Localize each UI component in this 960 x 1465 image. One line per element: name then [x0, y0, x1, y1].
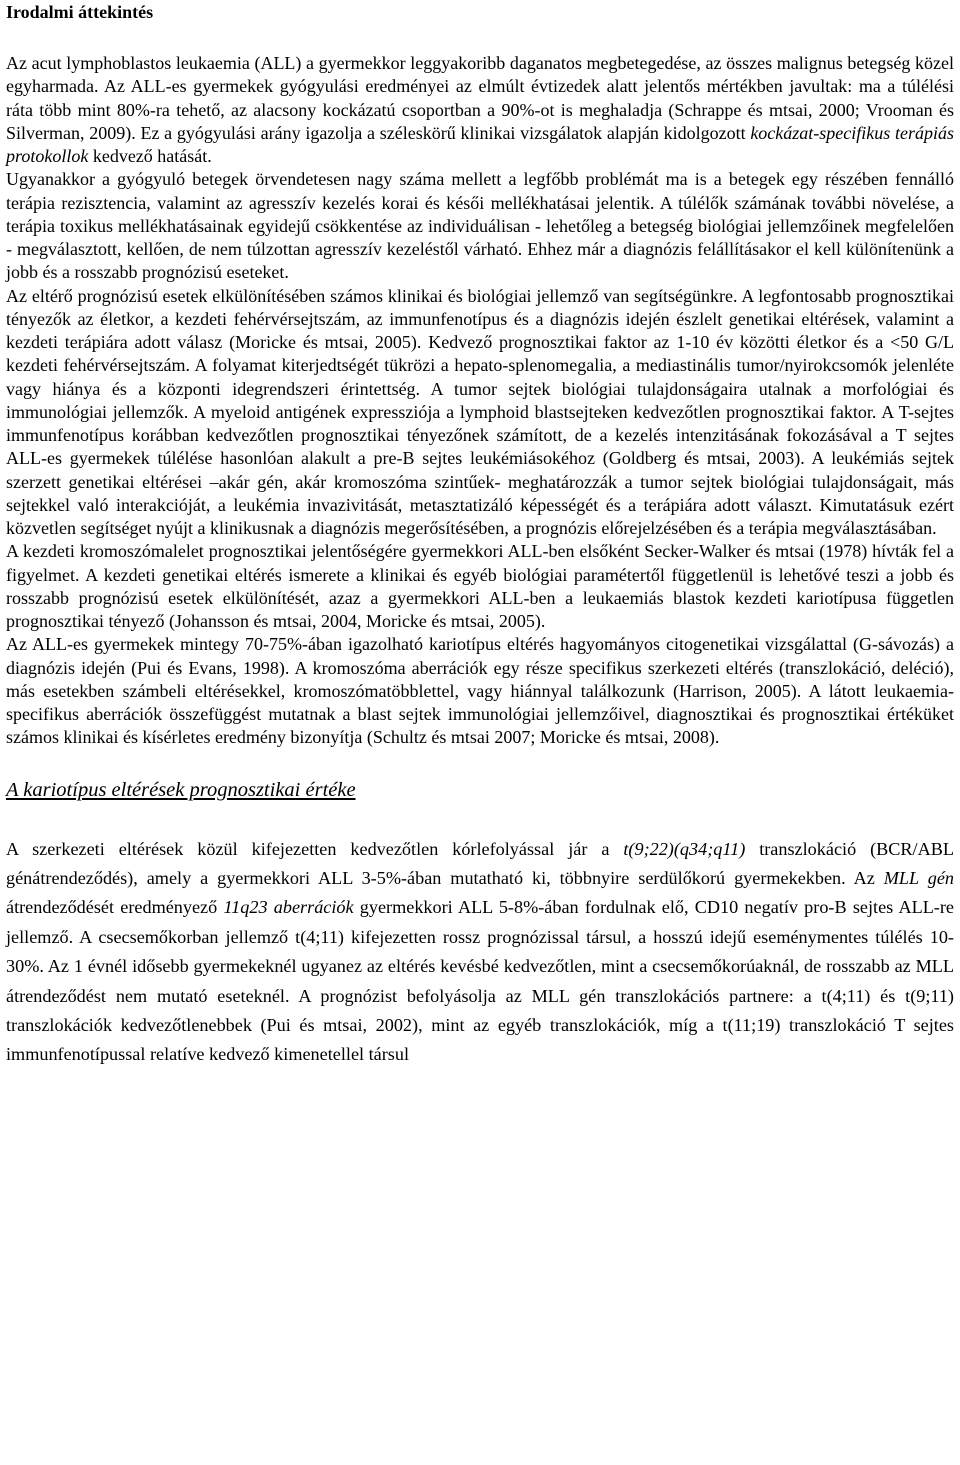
paragraph-1 [6, 52, 954, 168]
paragraph-2: Ugyanakkor a gyógyuló betegek örvendetesen nagy száma mellett a legfőbb problémát ma is a betegek egy részében fennálló terápia rezisztencia, valamint az agresszív kezelés korai és késői mellékhatásai jelentik. A túlélők számának további növelése, a terápia toxikus mellékhatásainak egyidejű csökkentése az individuálisan - lehetőleg a betegség biológiai jellemzőinek megfelelően - megválasztott, kellően, de nem túlzottan agresszív kezeléstől várható. Ehhez már a diagnózis felállításakor el kell különítenünk a jobb és a rosszabb prognózisú eseteket. [6, 169, 954, 283]
paragraph-4: A kezdeti kromoszómalelet prognosztikai jelentőségére gyermekkori ALL-ben elsőként Secker-Walker és mtsai (1978) hívták fel a figyelmet. A kezdeti genetikai eltérés ismerete a klinikai és egyéb biológiai paramétertől függetlenül is lehetővé teszi a jobb és rosszabb prognózisú esetek elkülönítését, azaz a gyermekkori ALL-ben a leukaemiás blastok kezdeti kariotípusa független prognosztikai tényező (Johansson és mtsai, 2004, Moricke és mtsai, 2005). [6, 541, 954, 631]
document-page [0, 1, 960, 1465]
paragraph-6-italic-11q23: 11q23 aberrációk [223, 897, 354, 918]
paragraph-1-italic: kockázat-specifikus terápiás protokollok [6, 122, 954, 166]
paragraph-1-text-c: kedvező hatását. [88, 146, 212, 166]
paragraph-6-text-a: A szerkezeti eltérések közül kifejezetten kedvezőtlen kórlefolyással jár a [6, 838, 624, 859]
section-title: A kariotípus eltérések prognosztikai értéke [6, 778, 356, 801]
paragraph-6-text-g: gyermekkori ALL 5-8%-ában fordulnak elő, CD10 negatív pro-B sejtes ALL-re jellemző. A csecsemőkorban jellemző t(4;11) kifejezetten rossz prognózissal társul, a hosszú idejű eseménymentes túlélés 10-30%. Az 1 évnél idősebb gyermekeknél ugyanez az eltérés kevésbé kedvezőtlen, mint a csecsemőkorúaknál, de rosszabb az MLL átrendeződést nem mutató eseteknél. A prognózist befolyásolja az MLL gén transzlokációs partnere: a t(4;11) és t(9;11) transzlokációk kedvezőtlenebbek (Pui és mtsai, 2002), mint az egyéb transzlokációk, míg a t(11;19) transzlokáció T sejtes immunfenotípussal relatíve kedvező kimenetellel társul [6, 897, 954, 1065]
paragraph-6 [6, 835, 954, 1070]
paragraph-3: Az eltérő prognózisú esetek elkülönítésében számos klinikai és biológiai jellemző van segítségünkre. A legfontosabb prognosztikai tényezők az életkor, a kezdeti fehérvérsejtszám, az immunfenotípus és a diagnózis idején észlelt genetikai eltérések, valamint a kezdeti terápiára adott válasz (Moricke és mtsai, 2005). Kedvező prognosztikai faktor az 1-10 év közötti életkor és a <50 G/L kezdeti fehérvérsejtszám. A folyamat kiterjedtségét tükrözi a hepato-splenomegalia, a mediastinális tumor/nyirokcsomók jelenléte vagy hiánya és a központi idegrendszeri érintettség. A tumor sejtek biológiai tulajdonságaira utalnak a morfológiai és immunológiai jellemzők. A myeloid antigének expressziója a lymphoid blastsejteken kedvezőtlen prognosztikai faktor. A T-sejtes immunfenotípus korábban kedvezőtlen prognosztikai tényezőnek számított, de a kezelés intenzitásának fokozásával a T sejtes ALL-es gyermekek túlélése hasonlóan alakult a pre-B sejtes leukémiásokéhoz (Goldberg és mtsai, 2003). A leukémiás sejtek szerzett genetikai eltérései –akár gén, akár kromoszóma szintűek- meghatározzák a tumor sejtek biológiai tulajdonságait, más sejtekkel való interakcióját, a leukémia invazivitását, metasztatizáló képességét és a terápiára adott választ. Kimutatásuk ezért közvetlen segítséget nyújt a klinikusnak a diagnózis megerősítésében, a prognózis előrejelzésében és a terápia megválasztásában. [6, 285, 954, 538]
paragraph-1-text-a: Az acut lymphoblastos leukaemia (ALL) a gyermekkor leggyakoribb daganatos megbetegedése, az összes malignus betegség közel egyharmada. Az ALL-es gyermekek gyógyulási eredményei az elmúlt évtizedek alatt jelentős mértékben javultak: ma a túlélési ráta több mint 80%-ra tehető, az alacsony kockázatú csoportban a 90%-ot is meghaladja (Schrappe és mtsai, 2000; Vrooman és Silverman, 2009). Ez a gyógyulási arány igazolja a széleskörű klinikai vizsgálatok alapján kidolgozott [6, 53, 954, 143]
paragraph-5: Az ALL-es gyermekek mintegy 70-75%-ában igazolható kariotípus eltérés hagyományos citogenetikai vizsgálattal (G-sávozás) a diagnózis idején (Pui és Evans, 1998). A kromoszóma aberrációk egy része specifikus szerkezeti eltérés (transzlokáció, deléció), más esetekben számbeli eltérésekkel, kromoszómatöbblettel, vagy hiánnyal találkozunk (Harrison, 2005). A látott leukaemia-specifikus aberrációk összefüggést mutatnak a blast sejtek immunológiai jellemzőivel, diagnosztikai és prognosztikai értéküket számos klinikai és kísérletes eredmény bizonyítja (Schultz és mtsai 2007; Moricke és mtsai, 2008). [6, 634, 954, 748]
body-section-1 [6, 52, 954, 750]
heading: Irodalmi áttekintés [6, 2, 154, 22]
paragraph-6-italic-translocation: t(9;22)(q34;q11) [623, 838, 746, 859]
paragraph-6-text-c: transzlokáció (BCR/ABL génátrendeződés), amely a gyermekkori ALL 3-5%-ában mutatható ki, többnyire serdülőkorú gyermekekben. Az [6, 838, 954, 888]
paragraph-6-italic-mll-gene: MLL gén [883, 867, 954, 888]
paragraph-6-text-e: átrendeződését eredményező [6, 897, 224, 918]
body-section-2 [6, 835, 954, 1070]
